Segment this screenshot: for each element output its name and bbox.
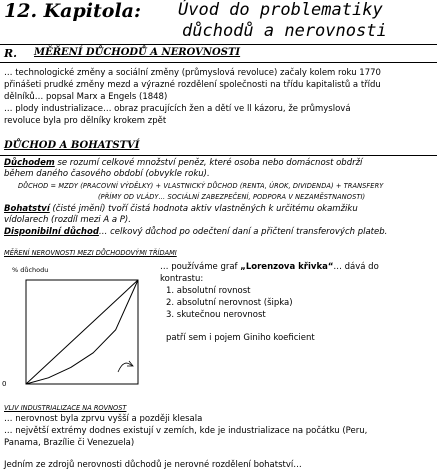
duchod-formula-line-2: (PŘÍMY OD VLÁDY… SOCIÁLNÍ ZABEZPEČENÍ, PODPORA V NEZAMĚSTNANOSTI) [98, 193, 366, 201]
duchod-definition-line-1 [4, 158, 362, 168]
section-r-line-2: přinášeti prudké změny mezd a výrazné rozdělení společnosti na třídu kapitalistů a třídu [4, 80, 381, 90]
section-r-rule [0, 62, 437, 63]
section-r-line-3: dělníků… popsal Marx a Engels (1848) [4, 92, 168, 102]
section-r-line-5: revoluce byla pro dělníky krokem zpět [4, 116, 167, 126]
measure-intro-suffix: … dává do [333, 262, 379, 272]
duchod-term: Důchodem [4, 158, 55, 168]
lorenz-curve-chart [0, 262, 152, 392]
chapter-title-line2: důchodů a nerovnosti [182, 21, 387, 41]
bohatstvi-definition-line-1 [4, 204, 358, 214]
vliv-line-2: … největší extrémy dodnes existují v zemích, kde je industrializace na počátku (Peru, [4, 426, 368, 436]
chart-ylabel: % důchodu [12, 266, 49, 274]
arrow-icon [118, 363, 132, 372]
measure-item-1: 1. absolutní rovnost [166, 286, 251, 296]
vliv-footer: Jedním ze zdrojů nerovnosti důchodů je nerovné rozdělení bohatství… [4, 460, 302, 470]
measure-intro-prefix: … používáme graf [160, 262, 241, 272]
vliv-line-3: Panama, Brazílie či Venezuela) [4, 438, 135, 448]
lorenz-term: „Lorenzova křivka“ [240, 262, 334, 272]
measure-intro-line-2: kontrastu: [160, 274, 204, 284]
section-r-label: R. [4, 47, 17, 60]
section-d-rule [0, 155, 437, 156]
vliv-subheading: VLIV INDUSTRIALIZACE NA ROVNOST [4, 404, 127, 412]
bohatstvi-definition-line-2: vídolarech (rozdíl mezi A a P). [4, 215, 131, 225]
section-r-line-1: … technologické změny a sociální změny (průmyslová revoluce) začaly kolem roku 1770 [4, 68, 381, 78]
disponibilni-definition-text: … celkový důchod po odečtení daní a přičtení transferových plateb. [98, 227, 388, 237]
chapter-number: 12. Kapitola: [4, 0, 141, 22]
chart-origin-label: 0 [2, 380, 7, 388]
gini-note: patří sem i pojem Giniho koeficient [166, 333, 315, 343]
disponibilni-definition [4, 227, 387, 237]
section-d-heading: DŮCHOD A BOHATSTVÍ [4, 140, 140, 151]
measure-intro-line-1 [160, 262, 379, 272]
section-r-heading: MĚŘENÍ DŮCHODŮ A NEROVNOSTI [34, 47, 241, 58]
bohatstvi-term: Bohatství [4, 204, 50, 214]
measure-item-2: 2. absolutní nerovnost (šipka) [166, 298, 293, 308]
duchod-definition-text: se rozumí celkové množství peněz, které osoba nebo domácnost obdrží [54, 158, 363, 168]
measure-subheading: MĚŘENÍ NEROVNOSTI MEZI DŮCHODOVÝMI TŘÍDAMI [4, 249, 177, 257]
bohatstvi-definition-text: (čisté jmění) tvoří čistá hodnota aktiv vlastněných k určitému okamžiku [49, 204, 358, 214]
duchod-definition-line-2: během daného časového období (obvykle roku). [4, 169, 210, 179]
chapter-header [0, 0, 437, 45]
disponibilni-term: Disponibilní důchod [4, 227, 99, 237]
chapter-title-line1: Úvod do problematiky [178, 0, 383, 20]
duchod-formula-line-1: DŮCHOD = MZDY (PRACOVNÍ VÝDĚLKY) + VLASTNICKÝ DŮCHOD (RENTA, ÚROK, DIVIDENDA) + TRANSFERY [18, 182, 384, 190]
measure-item-3: 3. skutečnou nerovnost [166, 310, 266, 320]
vliv-line-1: … nerovnost byla zprvu vyšší a později klesala [4, 414, 203, 424]
section-r-line-4: … plody industrializace… obraz pracujících žen a dětí ve ll kázoru, že průmyslová [4, 104, 351, 114]
equality-line [26, 280, 138, 384]
